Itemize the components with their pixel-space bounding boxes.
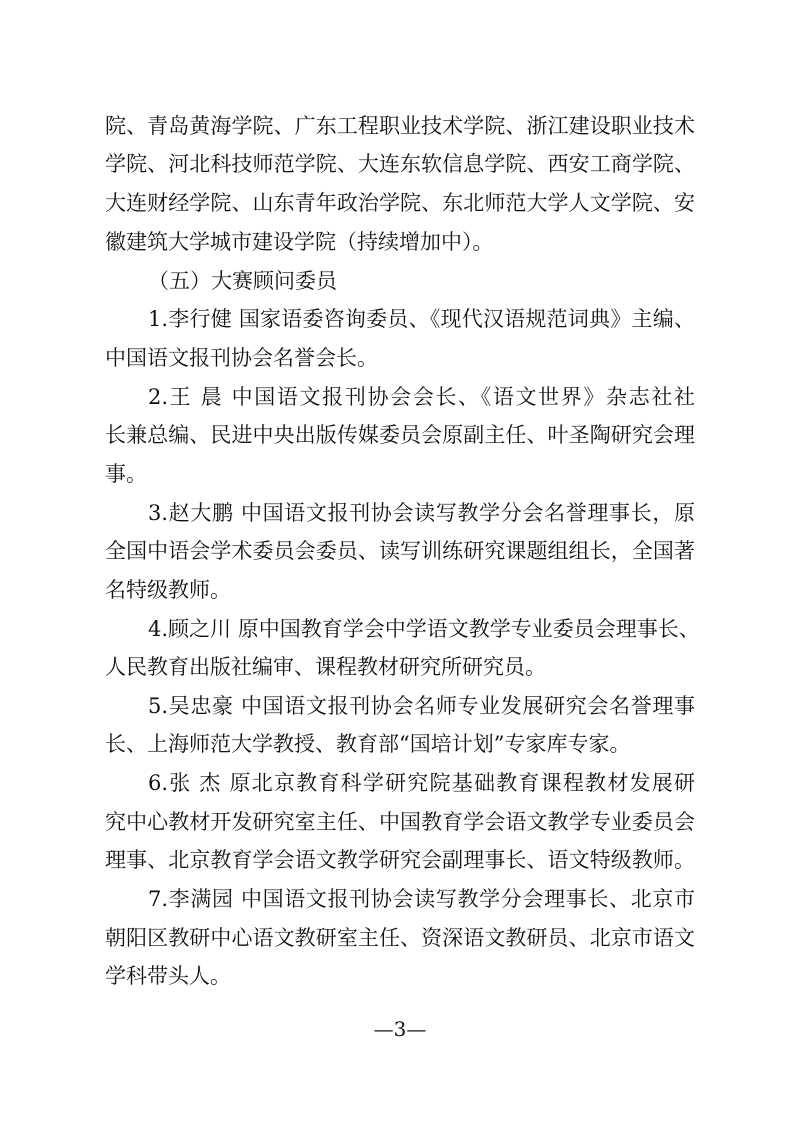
text-line: 学科带头人。 (105, 964, 231, 988)
text-line: 5.吴忠豪 中国语文报刊协会名师专业发展研究会名誉理事 (148, 694, 695, 718)
text-line: 人民教育出版社编审、课程教材研究所研究员。 (105, 655, 546, 679)
text-line: 7.李满园 中国语文报刊协会读写教学分会理事长、北京市 (148, 887, 695, 911)
text-line: 中国语文报刊协会名誉会长。 (105, 346, 378, 370)
text-line: 6.张 杰 原北京教育科学研究院基础教育课程教材发展研 (148, 771, 695, 795)
section-heading: （五）大赛顾问委员 (148, 269, 337, 293)
text-line: 3.赵大鹏 中国语文报刊协会读写教学分会名誉理事长，原 (148, 501, 695, 525)
text-line: 理事、北京教育学会语文教学研究会副理事长、语文特级教师。 (105, 848, 695, 872)
text-line: 1.李行健 国家语委咨询委员、《现代汉语规范词典》主编、 (148, 307, 695, 331)
text-line: 徽建筑大学城市建设学院（持续增加中）。 (105, 230, 494, 254)
text-line: 全国中语会学术委员会委员、读写训练研究课题组组长，全国著 (105, 539, 695, 563)
text-line: 朝阳区教研中心语文教研室主任、资深语文教研员、北京市语文 (105, 926, 695, 950)
text-line: 长、上海师范大学教授、教育部“国培计划”专家库专家。 (105, 732, 631, 756)
text-line: 究中心教材开发研究室主任、中国教育学会语文教学专业委员会 (105, 810, 695, 834)
text-line: 学院、河北科技师范学院、大连东软信息学院、西安工商学院、 (105, 152, 695, 176)
page-number: —3— (373, 1017, 427, 1041)
text-line: 事。 (105, 462, 147, 486)
text-line: 4.顾之川 原中国教育学会中学语文教学专业委员会理事长、 (148, 617, 700, 641)
text-line: 大连财经学院、山东青年政治学院、东北师范大学人文学院、安 (105, 191, 695, 215)
text-line: 名特级教师。 (105, 578, 231, 602)
text-line: 院、青岛黄海学院、广东工程职业技术学院、浙江建设职业技术 (105, 114, 695, 138)
text-line: 2.王 晨 中国语文报刊协会会长、《语文世界》杂志社社 (148, 385, 695, 409)
text-line: 长兼总编、民进中央出版传媒委员会原副主任、叶圣陶研究会理 (105, 423, 695, 447)
